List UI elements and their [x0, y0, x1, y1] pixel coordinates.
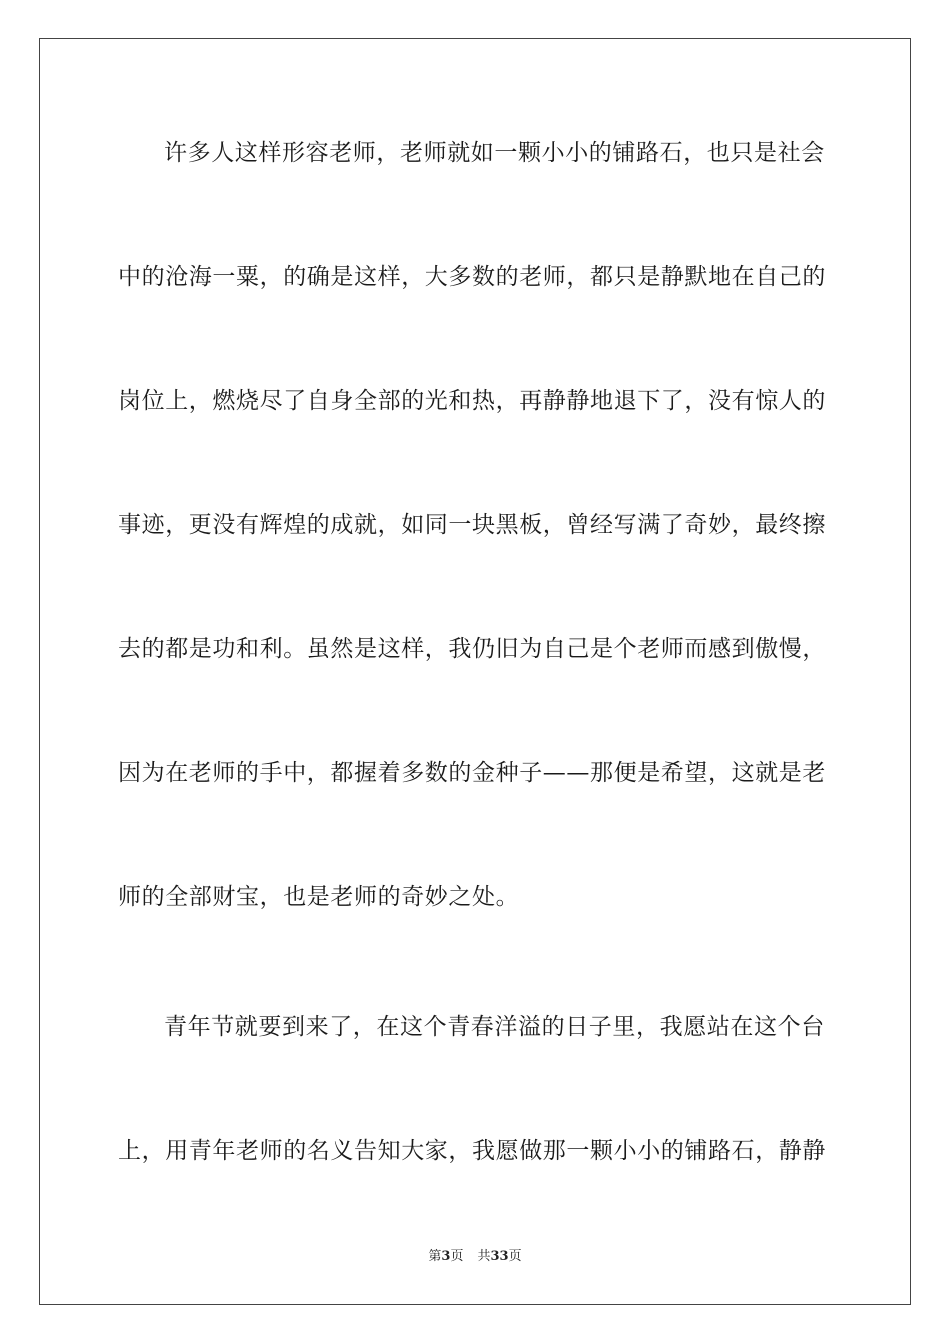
total-pages: 33 — [490, 1249, 509, 1264]
page-suffix: 页 — [450, 1249, 464, 1264]
page-number: 3 — [441, 1249, 451, 1264]
paragraph-line: 岗位上，燃烧尽了自身全部的光和热，再静静地退下了，没有惊人的 — [118, 388, 826, 414]
page-footer — [0, 1248, 950, 1266]
paragraph-line: 许多人这样形容老师，老师就如一颗小小的铺路石，也只是社会 — [164, 140, 825, 166]
total-suffix: 页 — [508, 1249, 522, 1264]
paragraph-line: 师的全部财宝，也是老师的奇妙之处。 — [118, 884, 520, 910]
paragraph-line: 事迹，更没有辉煌的成就，如同一块黑板，曾经写满了奇妙，最终擦 — [118, 512, 826, 538]
paragraph-line: 上，用青年老师的名义告知大家，我愿做那一颗小小的铺路石，静静 — [118, 1138, 826, 1164]
page-prefix: 第 — [428, 1249, 442, 1264]
total-prefix: 共 — [477, 1249, 491, 1264]
paragraph-line: 因为在老师的手中，都握着多数的金种子——那便是希望，这就是老 — [118, 760, 826, 786]
page-frame — [39, 38, 911, 1305]
paragraph-line: 中的沧海一粟，的确是这样，大多数的老师，都只是静默地在自己的 — [118, 264, 826, 290]
paragraph-line: 去的都是功和利。虽然是这样，我仍旧为自己是个老师而感到傲慢， — [118, 636, 826, 662]
paragraph-line: 青年节就要到来了，在这个青春洋溢的日子里，我愿站在这个台 — [164, 1014, 825, 1040]
